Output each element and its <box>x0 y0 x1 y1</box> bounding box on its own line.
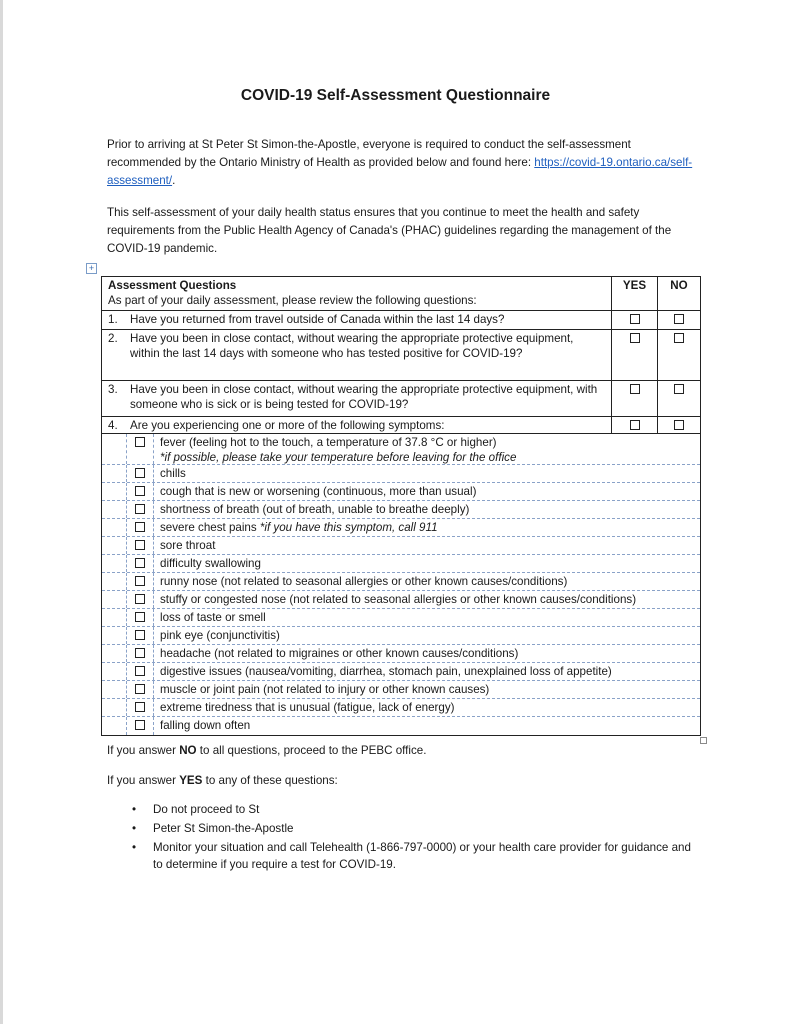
header-yes: YES <box>612 277 658 310</box>
symptom-checkbox[interactable] <box>135 468 145 478</box>
symptom-checkbox[interactable] <box>135 630 145 640</box>
symptom-text: falling down often <box>160 719 251 732</box>
intro-text: Prior to arriving at St Peter St Simon-the-Apostle, everyone is required to conduct the self-assessment recommended by the Ontario Ministry of Health as provided below and found here: <box>107 138 631 169</box>
yes-action-list <box>107 801 697 875</box>
question-text: Have you returned from travel outside of Canada within the last 14 days? <box>130 313 505 326</box>
table-move-handle-icon[interactable]: + <box>86 263 97 274</box>
symptom-text: pink eye (conjunctivitis) <box>160 629 280 642</box>
symptom-row <box>102 591 700 609</box>
answer-no-before: If you answer <box>107 744 180 757</box>
question-number: 4. <box>108 419 118 432</box>
symptom-text: stuffy or congested nose (not related to seasonal allergies or other known causes/conditions) <box>160 593 637 606</box>
q1-yes-checkbox[interactable] <box>630 314 640 324</box>
symptom-text: digestive issues (nausea/vomiting, diarrhea, stomach pain, unexplained loss of appetite) <box>160 665 612 678</box>
symptom-row <box>102 465 700 483</box>
header-subtitle: As part of your daily assessment, please review the following questions: <box>108 294 477 307</box>
symptom-row <box>102 555 700 573</box>
symptom-checkbox[interactable] <box>135 666 145 676</box>
bullet-icon: • <box>132 822 137 835</box>
list-item <box>107 801 697 818</box>
symptom-checkbox[interactable] <box>135 612 145 622</box>
symptom-checkbox[interactable] <box>135 558 145 568</box>
answer-no-keyword: NO <box>179 744 197 757</box>
q3-yes-checkbox[interactable] <box>630 384 640 394</box>
answer-yes-keyword: YES <box>179 774 203 787</box>
question-number: 2. <box>108 332 118 345</box>
symptom-checkbox[interactable] <box>135 522 145 532</box>
question-number: 1. <box>108 313 118 326</box>
answer-no-after: to all questions, proceed to the PEBC office. <box>196 744 427 757</box>
symptom-checkbox[interactable] <box>135 720 145 730</box>
q1-no-checkbox[interactable] <box>674 314 684 324</box>
symptom-text: muscle or joint pain (not related to injury or other known causes) <box>160 683 490 696</box>
symptom-note: *if possible, please take your temperature before leaving for the office <box>160 451 517 464</box>
symptom-text: sore throat <box>160 539 216 552</box>
symptom-text: chills <box>160 467 186 480</box>
list-item <box>107 839 697 873</box>
self-assessment-link[interactable]: https://covid-19.ontario.ca/self-assessment/ <box>107 156 693 187</box>
bullet-icon: • <box>132 803 137 816</box>
symptom-checkbox[interactable] <box>135 437 145 447</box>
symptom-checkbox[interactable] <box>135 702 145 712</box>
question-row-4 <box>102 417 700 434</box>
symptom-checkbox[interactable] <box>135 576 145 586</box>
question-text: Have you been in close contact, without wearing the appropriate protective equipment, within the last 14 days with someone who has tested positive for COVID-19? <box>130 332 574 360</box>
intro-paragraph <box>107 136 697 190</box>
symptom-row <box>102 434 700 465</box>
symptom-row <box>102 519 700 537</box>
symptom-note: *if you have this symptom, call 911 <box>259 521 438 534</box>
bullet-icon: • <box>132 841 137 854</box>
question-text: Have you been in close contact, without wearing the appropriate protective equipment, with someone who is sick or is being tested for COVID-19? <box>130 383 598 411</box>
symptom-text: difficulty swallowing <box>160 557 261 570</box>
symptom-checkbox[interactable] <box>135 504 145 514</box>
symptom-checkbox[interactable] <box>135 594 145 604</box>
header-question-cell <box>102 277 612 310</box>
symptom-text: headache (not related to migraines or other known causes/conditions) <box>160 647 519 660</box>
symptom-checkbox[interactable] <box>135 684 145 694</box>
list-item-text: Monitor your situation and call Telehealth (1-866-797-0000) or your health care provider for guidance and to determine if you require a test for COVID-19. <box>153 841 691 871</box>
symptom-row <box>102 537 700 555</box>
question-row-1 <box>102 311 700 330</box>
header-no: NO <box>670 279 688 292</box>
answer-yes-after: to any of these questions: <box>202 774 338 787</box>
question-number: 3. <box>108 383 118 396</box>
symptom-row <box>102 681 700 699</box>
list-item <box>107 820 697 837</box>
symptom-row <box>102 645 700 663</box>
assessment-table <box>101 276 701 736</box>
table-header-row <box>102 277 700 311</box>
page-edge <box>0 0 3 1024</box>
answer-yes-before: If you answer <box>107 774 180 787</box>
symptom-row <box>102 717 700 735</box>
q2-no-checkbox[interactable] <box>674 333 684 343</box>
symptom-text: severe chest pains <box>160 521 260 534</box>
q3-no-checkbox[interactable] <box>674 384 684 394</box>
symptom-row <box>102 501 700 519</box>
answer-no-instruction <box>107 742 426 760</box>
symptom-text: extreme tiredness that is unusual (fatigue, lack of energy) <box>160 701 455 714</box>
symptom-row <box>102 699 700 717</box>
header-title: Assessment Questions <box>108 279 237 292</box>
symptom-row <box>102 627 700 645</box>
page-title: COVID-19 Self-Assessment Questionnaire <box>240 87 551 104</box>
list-item-text: Do not proceed to St <box>153 803 260 816</box>
q4-no-checkbox[interactable] <box>674 420 684 430</box>
symptom-row <box>102 609 700 627</box>
symptom-checkbox[interactable] <box>135 540 145 550</box>
list-item-text: Peter St Simon-the-Apostle <box>153 822 294 835</box>
symptom-text: loss of taste or smell <box>160 611 266 624</box>
symptom-checkbox[interactable] <box>135 648 145 658</box>
symptom-checkbox[interactable] <box>135 486 145 496</box>
question-row-3 <box>102 381 700 417</box>
question-text: Are you experiencing one or more of the following symptoms: <box>130 419 445 432</box>
question-row-2 <box>102 330 700 381</box>
health-status-paragraph: This self-assessment of your daily health status ensures that you continue to meet the health and safety requirements from the Public Health Agency of Canada's (PHAC) guidelines regarding the management of the COVID-19 pandemic. <box>107 206 672 255</box>
table-resize-handle[interactable] <box>700 737 707 744</box>
symptom-list <box>102 434 700 735</box>
symptom-text: runny nose (not related to seasonal allergies or other known causes/conditions) <box>160 575 568 588</box>
symptom-text: shortness of breath (out of breath, unable to breathe deeply) <box>160 503 470 516</box>
symptom-text: fever (feeling hot to the touch, a temperature of 37.8 °C or higher) <box>160 436 497 449</box>
q4-yes-checkbox[interactable] <box>630 420 640 430</box>
symptom-row <box>102 663 700 681</box>
symptom-text: cough that is new or worsening (continuous, more than usual) <box>160 484 477 498</box>
intro-text-end: . <box>172 174 176 187</box>
symptom-row <box>102 573 700 591</box>
symptom-row <box>102 483 700 501</box>
answer-yes-instruction <box>107 772 338 790</box>
q2-yes-checkbox[interactable] <box>630 333 640 343</box>
